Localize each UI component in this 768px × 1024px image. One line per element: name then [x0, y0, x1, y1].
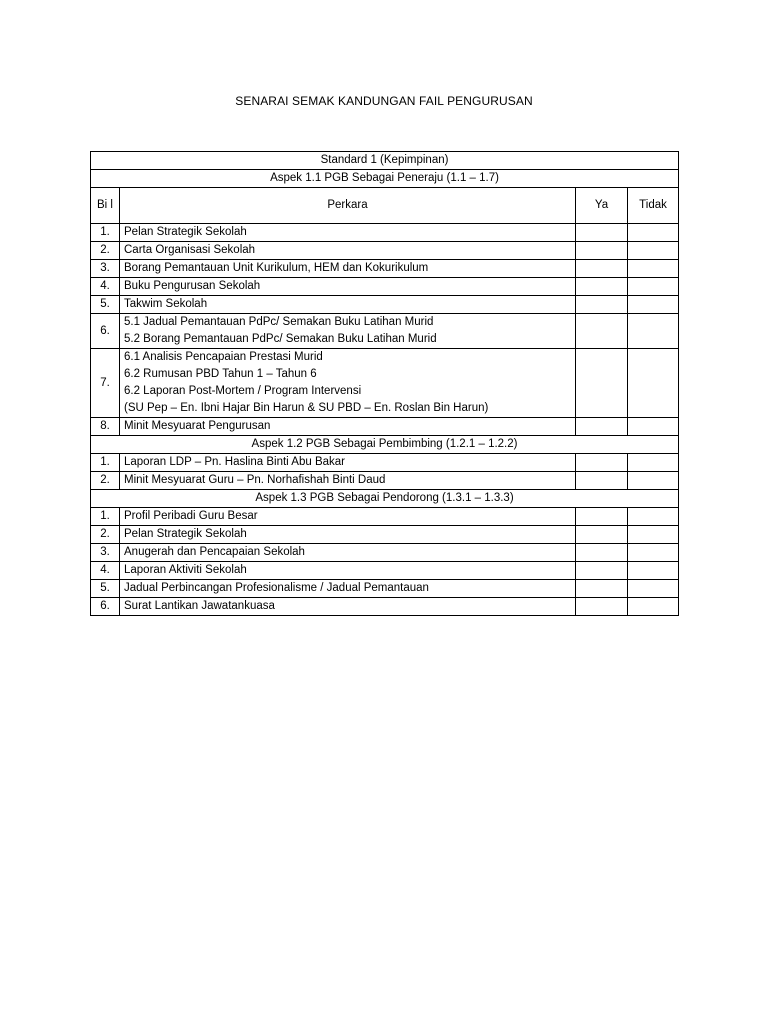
- item-description: [120, 562, 576, 580]
- tidak-checkbox-cell[interactable]: [628, 472, 679, 490]
- column-header-row: [91, 188, 679, 224]
- item-number: 2.: [91, 242, 120, 260]
- item-description: [120, 544, 576, 562]
- item-number: 1.: [91, 454, 120, 472]
- item-number: 3.: [91, 260, 120, 278]
- tidak-checkbox-cell[interactable]: [628, 580, 679, 598]
- item-number: 5.: [91, 580, 120, 598]
- checklist-table: [90, 151, 679, 616]
- ya-checkbox-cell[interactable]: [576, 598, 628, 616]
- item-line: Pelan Strategik Sekolah: [124, 528, 247, 540]
- item-line: Carta Organisasi Sekolah: [124, 244, 256, 256]
- ya-checkbox-cell[interactable]: [576, 314, 628, 349]
- item-line: Jadual Perbincangan Profesionalisme / Jadual Pemantauan: [124, 582, 429, 594]
- header-bil: Bi l: [91, 188, 120, 224]
- item-line: 5.1 Jadual Pemantauan PdPc/ Semakan Buku Latihan Murid: [124, 316, 434, 328]
- item-line: 6.2 Laporan Post-Mortem / Program Intervensi: [124, 385, 362, 397]
- standard-row: [91, 152, 679, 170]
- table-row: [91, 508, 679, 526]
- item-description: [120, 472, 576, 490]
- ya-checkbox-cell[interactable]: [576, 224, 628, 242]
- aspect-title: Aspek 1.2 PGB Sebagai Pembimbing (1.2.1 – 1.2.2): [91, 436, 679, 454]
- item-line: Minit Mesyuarat Pengurusan: [124, 420, 271, 432]
- table-row: [91, 562, 679, 580]
- item-number: 5.: [91, 296, 120, 314]
- table-row: [91, 349, 679, 418]
- table-row: [91, 314, 679, 349]
- item-number: 8.: [91, 418, 120, 436]
- item-description: [120, 278, 576, 296]
- ya-checkbox-cell[interactable]: [576, 260, 628, 278]
- tidak-checkbox-cell[interactable]: [628, 562, 679, 580]
- ya-checkbox-cell[interactable]: [576, 296, 628, 314]
- item-description: [120, 418, 576, 436]
- item-description: [120, 508, 576, 526]
- item-description: [120, 260, 576, 278]
- item-description: [120, 224, 576, 242]
- checklist-body: [91, 152, 679, 616]
- standard-title: Standard 1 (Kepimpinan): [91, 152, 679, 170]
- tidak-checkbox-cell[interactable]: [628, 349, 679, 418]
- item-line: Pelan Strategik Sekolah: [124, 226, 247, 238]
- item-line: Buku Pengurusan Sekolah: [124, 280, 261, 292]
- aspect-row: [91, 436, 679, 454]
- item-line: Laporan LDP – Pn. Haslina Binti Abu Bakar: [124, 456, 345, 468]
- item-description: [120, 526, 576, 544]
- item-description: [120, 314, 576, 349]
- item-number: 6.: [91, 314, 120, 349]
- item-line: Borang Pemantauan Unit Kurikulum, HEM dan Kokurikulum: [124, 262, 429, 274]
- table-row: [91, 278, 679, 296]
- item-number: 1.: [91, 224, 120, 242]
- table-row: [91, 260, 679, 278]
- ya-checkbox-cell[interactable]: [576, 454, 628, 472]
- ya-checkbox-cell[interactable]: [576, 544, 628, 562]
- tidak-checkbox-cell[interactable]: [628, 296, 679, 314]
- item-number: 7.: [91, 349, 120, 418]
- ya-checkbox-cell[interactable]: [576, 526, 628, 544]
- header-perkara: Perkara: [120, 188, 576, 224]
- ya-checkbox-cell[interactable]: [576, 278, 628, 296]
- table-row: [91, 242, 679, 260]
- tidak-checkbox-cell[interactable]: [628, 418, 679, 436]
- item-line: Takwim Sekolah: [124, 298, 208, 310]
- item-line: (SU Pep – En. Ibni Hajar Bin Harun & SU PBD – En. Roslan Bin Harun): [124, 402, 489, 414]
- aspect-title: Aspek 1.3 PGB Sebagai Pendorong (1.3.1 – 1.3.3): [91, 490, 679, 508]
- item-description: [120, 598, 576, 616]
- item-line: Profil Peribadi Guru Besar: [124, 510, 258, 522]
- item-number: 6.: [91, 598, 120, 616]
- tidak-checkbox-cell[interactable]: [628, 224, 679, 242]
- table-row: [91, 418, 679, 436]
- item-description: [120, 454, 576, 472]
- item-line: Minit Mesyuarat Guru – Pn. Norhafishah Binti Daud: [124, 474, 386, 486]
- item-description: [120, 296, 576, 314]
- ya-checkbox-cell[interactable]: [576, 562, 628, 580]
- table-row: [91, 544, 679, 562]
- item-number: 4.: [91, 278, 120, 296]
- ya-checkbox-cell[interactable]: [576, 418, 628, 436]
- ya-checkbox-cell[interactable]: [576, 508, 628, 526]
- ya-checkbox-cell[interactable]: [576, 580, 628, 598]
- aspect-row: [91, 170, 679, 188]
- table-row: [91, 472, 679, 490]
- table-row: [91, 454, 679, 472]
- tidak-checkbox-cell[interactable]: [628, 598, 679, 616]
- item-number: 1.: [91, 508, 120, 526]
- item-line: Laporan Aktiviti Sekolah: [124, 564, 247, 576]
- item-line: 6.2 Rumusan PBD Tahun 1 – Tahun 6: [124, 368, 317, 380]
- table-row: [91, 526, 679, 544]
- item-line: Anugerah dan Pencapaian Sekolah: [124, 546, 305, 558]
- tidak-checkbox-cell[interactable]: [628, 544, 679, 562]
- document-title: SENARAI SEMAK KANDUNGAN FAIL PENGURUSAN: [235, 94, 533, 108]
- item-line: Surat Lantikan Jawatankuasa: [124, 600, 275, 612]
- tidak-checkbox-cell[interactable]: [628, 508, 679, 526]
- table-row: [91, 296, 679, 314]
- item-description: [120, 580, 576, 598]
- ya-checkbox-cell[interactable]: [576, 242, 628, 260]
- table-row: [91, 598, 679, 616]
- tidak-checkbox-cell[interactable]: [628, 260, 679, 278]
- aspect-row: [91, 490, 679, 508]
- header-tidak: Tidak: [628, 188, 679, 224]
- item-description: [120, 349, 576, 418]
- table-row: [91, 224, 679, 242]
- header-ya: Ya: [576, 188, 628, 224]
- item-description: [120, 242, 576, 260]
- item-number: 3.: [91, 544, 120, 562]
- ya-checkbox-cell[interactable]: [576, 349, 628, 418]
- item-number: 2.: [91, 472, 120, 490]
- tidak-checkbox-cell[interactable]: [628, 278, 679, 296]
- aspect-title: Aspek 1.1 PGB Sebagai Peneraju (1.1 – 1.7): [91, 170, 679, 188]
- tidak-checkbox-cell[interactable]: [628, 242, 679, 260]
- tidak-checkbox-cell[interactable]: [628, 454, 679, 472]
- ya-checkbox-cell[interactable]: [576, 472, 628, 490]
- table-row: [91, 580, 679, 598]
- item-line: 5.2 Borang Pemantauan PdPc/ Semakan Buku Latihan Murid: [124, 333, 437, 345]
- item-number: 4.: [91, 562, 120, 580]
- tidak-checkbox-cell[interactable]: [628, 526, 679, 544]
- item-line: 6.1 Analisis Pencapaian Prestasi Murid: [124, 351, 323, 363]
- item-number: 2.: [91, 526, 120, 544]
- tidak-checkbox-cell[interactable]: [628, 314, 679, 349]
